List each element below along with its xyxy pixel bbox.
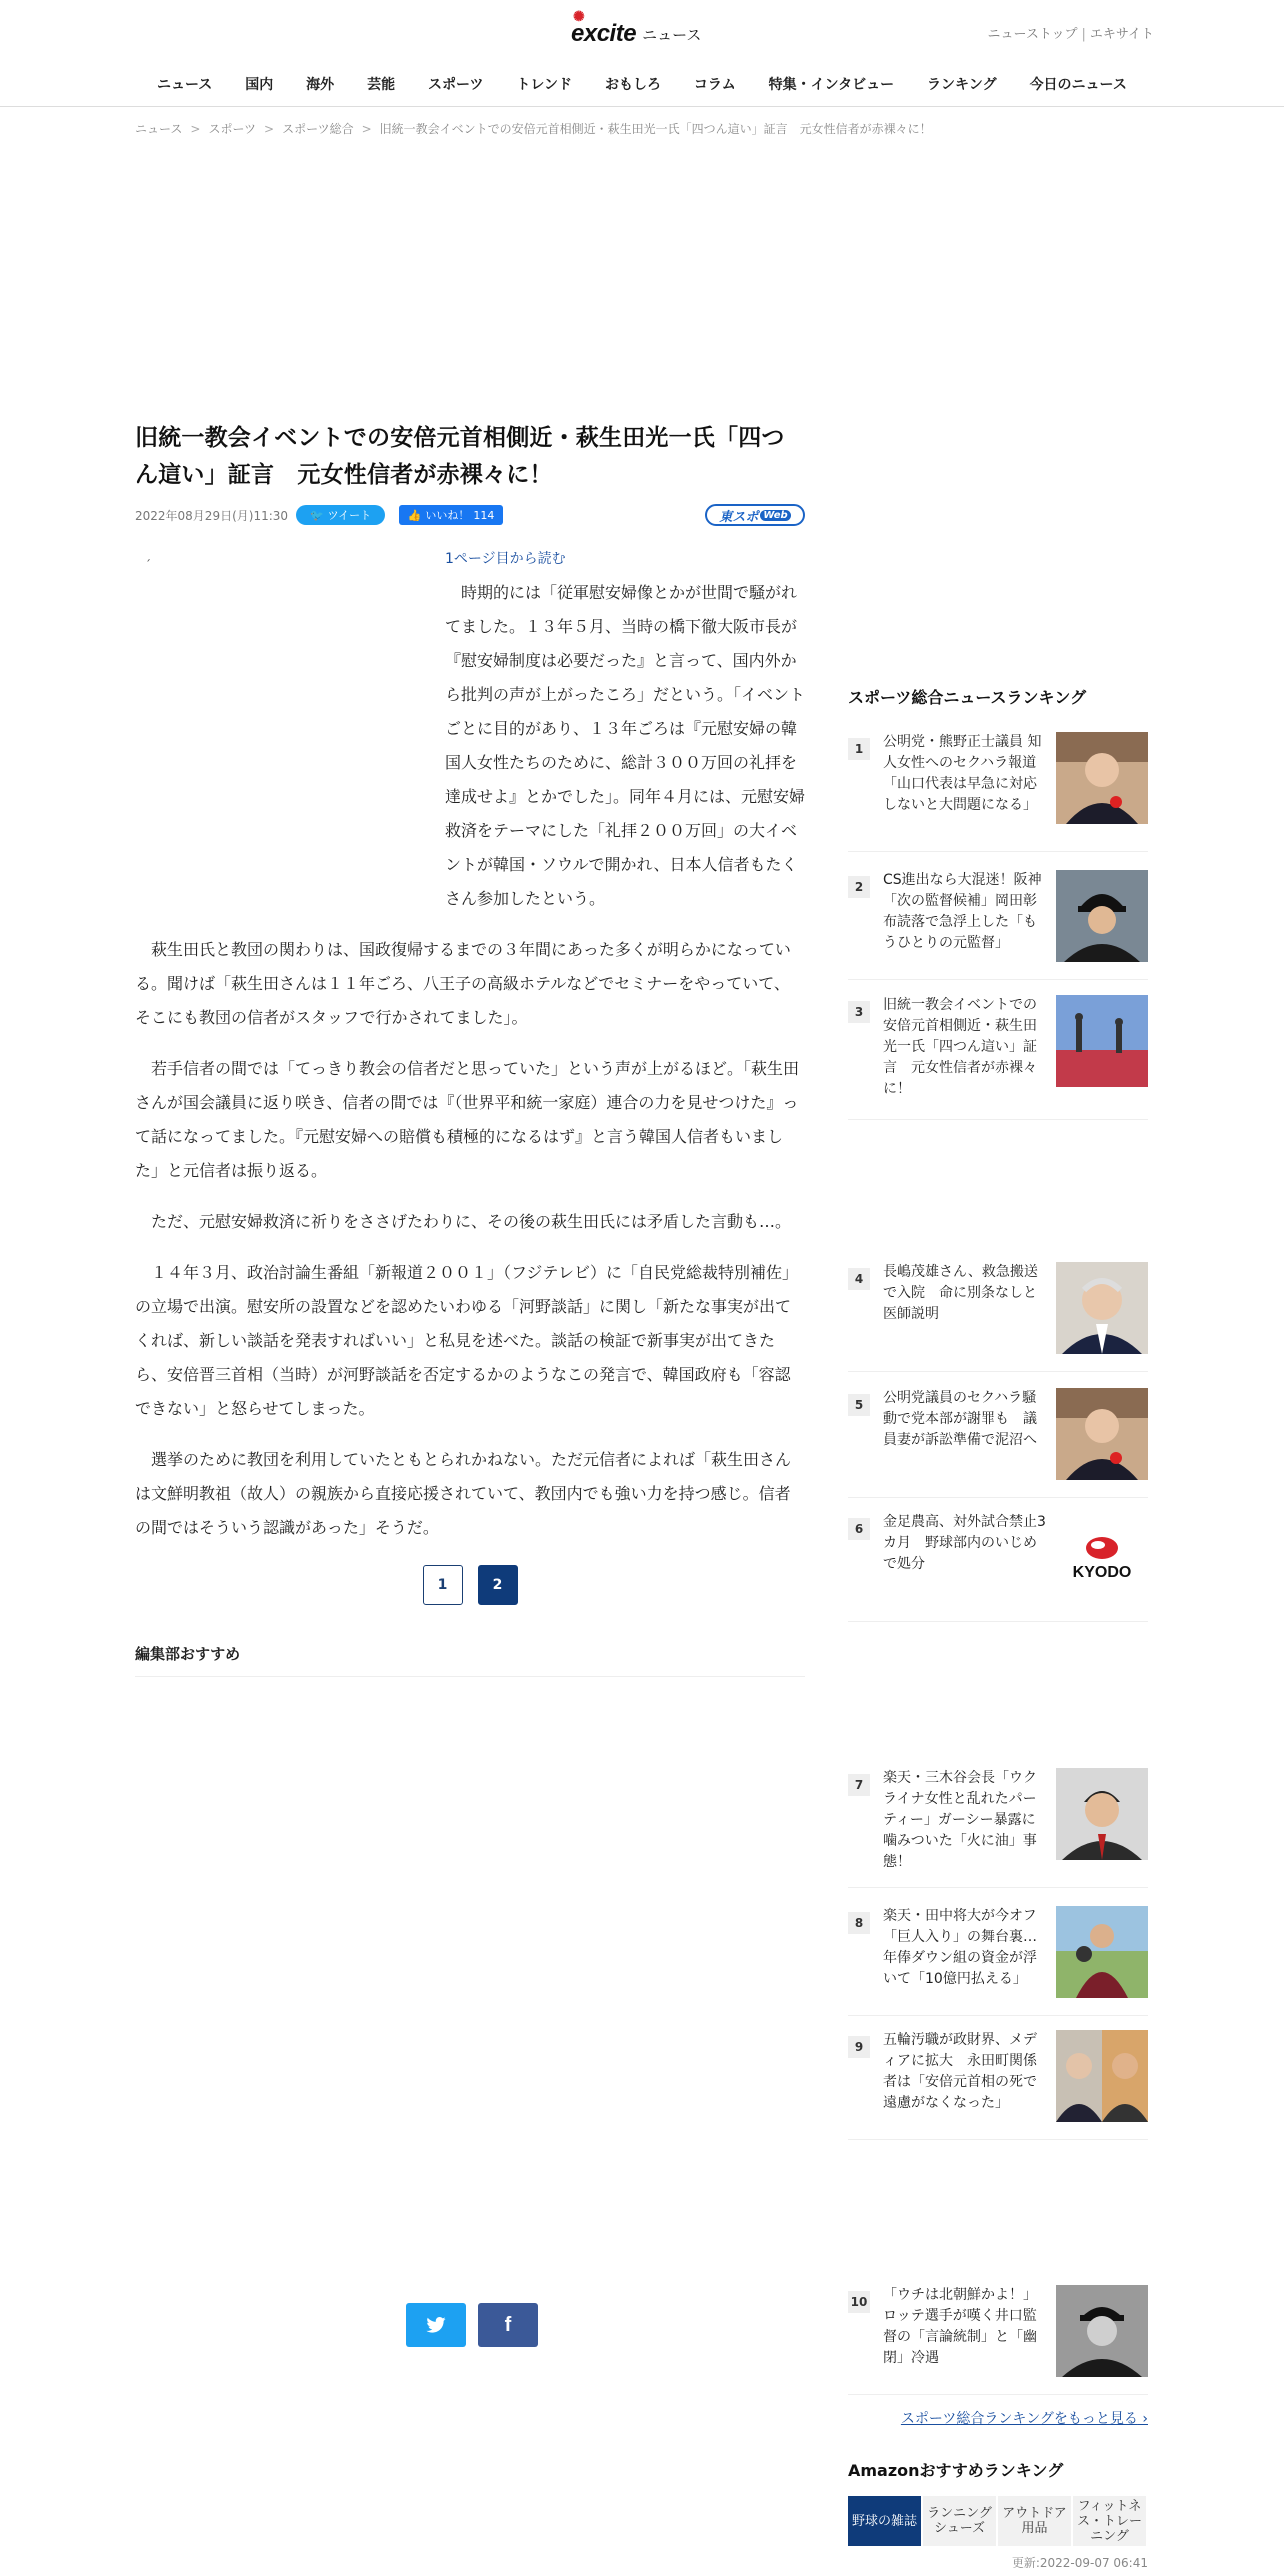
ranking-item[interactable]	[848, 1262, 1148, 1372]
breadcrumb-sep: >	[361, 122, 372, 136]
page-2-button[interactable]: 2	[478, 1565, 518, 1605]
nav-ranking[interactable]: ランキング	[927, 77, 997, 93]
ranking-item[interactable]	[848, 1512, 1148, 1622]
logo-text: excite	[571, 20, 637, 47]
ranking-item[interactable]	[848, 870, 1148, 980]
article-paragraph: ただ、元慰安婦救済に祈りをささげたわりに、その後の萩生田氏には矛盾した言動も…。	[151, 1212, 792, 1231]
pagination	[135, 1565, 805, 1605]
ranking-item[interactable]	[848, 732, 1148, 852]
breadcrumb	[135, 120, 935, 137]
amazon-ranking-title: Amazonおすすめランキング	[848, 2461, 1064, 2480]
nav-domestic[interactable]: 国内	[245, 77, 274, 93]
logo-burst-icon: ✺	[573, 8, 585, 24]
site-logo[interactable]	[571, 8, 702, 48]
rank-thumbnail	[1056, 1388, 1148, 1480]
like-button[interactable]	[399, 505, 503, 525]
ranking-item[interactable]	[848, 1768, 1148, 1888]
nav-news[interactable]: ニュース	[157, 77, 213, 93]
rank-headline: 楽天・三木谷会長「ウクライナ女性と乱れたパーティー」ガーシー暴露に噛みついた「火に油」事態！	[883, 1770, 1037, 1870]
nav-column[interactable]: コラム	[693, 77, 736, 93]
twitter-icon	[426, 2317, 446, 2333]
rank-number: 6	[848, 1518, 870, 1540]
article-title: 旧統一教会イベントでの安倍元首相側近・萩生田光一氏「四つん這い」証言 元女性信者が赤裸々に！	[135, 425, 785, 488]
ranking-more-label: スポーツ総合ランキングをもっと見る	[900, 2411, 1138, 2427]
rank-headline: 五輪汚職が政財界、メディアに拡大 永田町関係者は「安倍元首相の死で遠慮がなくなった」	[883, 2032, 1037, 2111]
tweet-label: ツイート	[327, 509, 372, 522]
read-from-page-1-link[interactable]: 1ページ目から読む	[445, 551, 566, 567]
editor-recommend-heading: 編集部おすすめ	[135, 1643, 805, 1677]
breadcrumb-sep: >	[264, 122, 275, 136]
rank-number: 10	[848, 2291, 870, 2313]
tospo-web-logo[interactable]	[705, 504, 805, 526]
logo-excite	[571, 8, 637, 48]
article-paragraph: １４年３月、政治討論生番組「新報道２００１」（フジテレビ）に「自民党総裁特別補佐」の立場で出演。慰安所の設置などを認めたいわゆる「河野談話」に関し「新たな事実が出てくれば、新しい談話を発表すればいい」と私見を述べた。談話の検証で新事実が出てきたら、安倍晋三首相（当時）が河野談話を否定するかのようなこの発言で、韓国政府も「容認できない」と怒らせてしまった。	[135, 1263, 799, 1418]
main-nav	[0, 62, 1284, 107]
rank-headline: 「ウチは北朝鮮かよ！」ロッテ選手が嘆く井口監督の「言論統制」と「幽閉」冷遇	[883, 2287, 1037, 2366]
site-header	[0, 0, 1284, 62]
rank-thumbnail	[1056, 2030, 1148, 2122]
tweet-button[interactable]	[296, 505, 385, 525]
photo-mark: ˊ	[145, 558, 151, 572]
ranking-item[interactable]	[848, 1906, 1148, 2016]
like-count: 114	[473, 508, 495, 522]
top-links	[988, 23, 1154, 42]
nav-sports[interactable]: スポーツ	[428, 77, 484, 93]
ranking-item[interactable]	[848, 2285, 1148, 2395]
article-paragraph: 萩生田氏と教団の関わりは、国政復帰するまでの３年間にあった多くが明らかになっている。聞けば「萩生田さんは１１年ごろ、八王子の高級ホテルなどでセミナーをやっていて、そこにも教団の信者がスタッフで行かされてました」。	[135, 940, 791, 1027]
chevron-right-icon: ›	[1137, 2411, 1148, 2427]
breadcrumb-sports[interactable]: スポーツ	[208, 122, 256, 136]
article-paragraph: 選挙のために教団を利用していたともとられかねない。ただ元信者によれば「萩生田さんは文鮮明教祖（故人）の親族から直接応援されていて、教団内でも強い力を持つ感じ。信者の間ではそういう認識があった」そうだ。	[135, 1450, 792, 1537]
like-label: いいね！	[425, 509, 470, 522]
rank-thumbnail	[1056, 1906, 1148, 1998]
ranking-item[interactable]	[848, 995, 1148, 1120]
rank-thumbnail	[1056, 995, 1148, 1087]
twitter-bird-icon: 🐦	[309, 508, 324, 522]
nav-trend[interactable]: トレンド	[516, 77, 573, 93]
rank-headline: 公明党議員のセクハラ騒動で党本部が謝罪も 議員妻が訴訟準備で泥沼へ	[883, 1390, 1037, 1448]
rank-number: 5	[848, 1394, 870, 1416]
rank-thumbnail	[1056, 732, 1148, 824]
amazon-tabs	[848, 2496, 1148, 2546]
rank-number: 3	[848, 1001, 870, 1023]
facebook-icon: f	[504, 2313, 512, 2336]
breadcrumb-sports-general[interactable]: スポーツ総合	[282, 122, 354, 136]
rank-headline: 長嶋茂雄さん、救急搬送で入院 命に別条なしと医師説明	[883, 1264, 1038, 1322]
breadcrumb-news[interactable]: ニュース	[135, 122, 183, 136]
article	[135, 420, 805, 1677]
rank-thumbnail	[1056, 870, 1148, 962]
rank-headline: 金足農高、対外試合禁止3カ月 野球部内のいじめで処分	[883, 1514, 1046, 1572]
page-1-button[interactable]: 1	[423, 1565, 463, 1605]
nav-world[interactable]: 海外	[306, 77, 335, 93]
article-paragraph: 時期的には「従軍慰安婦像とかが世間で騒がれてました。１３年５月、当時の橋下徹大阪市長が『慰安婦制度は必要だった』と言って、国内外から批判の声が上がったころ」だという。「イベントごとに目的があり、１３年ごろは『元慰安婦の韓国人女性たちのために、総計３００万回の礼拝を達成せよ』とかでした」。同年４月には、元慰安婦救済をテーマにした「礼拝２００万回」の大イベントが韓国・ソウルで開かれ、日本人信者もたくさん参加したという。	[445, 583, 806, 908]
rank-number: 4	[848, 1268, 870, 1290]
tab-baseball-magazine[interactable]: 野球の雑誌	[848, 2496, 923, 2546]
sports-ranking-title: スポーツ総合ニュースランキング	[848, 688, 1087, 707]
nav-features[interactable]: 特集・インタビュー	[768, 77, 895, 93]
article-body	[135, 548, 805, 1605]
article-photo	[135, 548, 445, 928]
rank-headline: CS進出なら大混迷！阪神「次の監督候補」岡田彰布読落で急浮上した「もうひとりの元監督」	[883, 872, 1042, 951]
tab-running-shoes[interactable]: ランニングシューズ	[923, 2496, 998, 2546]
kyodo-label: KYODO	[1072, 1564, 1132, 1581]
article-paragraph: 若手信者の間では「てっきり教会の信者だと思っていた」という声が上がるほど。「萩生田さんが国会議員に返り咲き、信者の間では『（世界平和統一家庭）連合の力を見せつけた』って話になってました。『元慰安婦への賠償も積極的になるはず』と言う韓国人信者もいました」と元信者は振り返る。	[135, 1059, 800, 1180]
nav-funny[interactable]: おもしろ	[604, 77, 661, 93]
article-date: 2022年08月29日(月)11:30	[135, 508, 289, 523]
source-logo-text: 東スポ	[719, 509, 759, 525]
breadcrumb-sep: >	[190, 122, 201, 136]
rank-number: 7	[848, 1774, 870, 1796]
ranking-item[interactable]	[848, 2030, 1148, 2140]
rank-thumbnail	[1056, 1262, 1148, 1354]
rank-headline: 楽天・田中将大が今オフ「巨人入り」の舞台裏…年俸ダウン組の資金が浮いて「10億円払える」	[883, 1908, 1037, 1987]
tab-fitness[interactable]: フィットネス・トレーニング	[1073, 2496, 1148, 2546]
breadcrumb-current: 旧統一教会イベントでの安倍元首相側近・萩生田光一氏「四つん這い」証言 元女性信者が赤裸々に！	[379, 122, 932, 136]
nav-entertainment[interactable]: 芸能	[367, 77, 396, 93]
share-buttons	[406, 2303, 538, 2347]
news-top-link[interactable]: ニューストップ	[987, 27, 1078, 42]
rank-number: 1	[848, 738, 870, 760]
rank-number: 9	[848, 2036, 870, 2058]
kyodo-logo	[1056, 1512, 1148, 1604]
article-meta	[135, 502, 805, 528]
rank-headline: 旧統一教会イベントでの安倍元首相側近・萩生田光一氏「四つん這い」証言 元女性信者が赤裸々に！	[883, 997, 1037, 1097]
rank-number: 2	[848, 876, 870, 898]
rank-thumbnail	[1056, 2285, 1148, 2377]
rank-headline: 公明党・熊野正士議員 知人女性へのセクハラ報道「山口代表は早急に対応しないと大問題になる」	[883, 734, 1042, 813]
link-separator: |	[1081, 27, 1086, 42]
excite-link[interactable]: エキサイト	[1089, 27, 1154, 42]
rank-thumbnail	[1056, 1768, 1148, 1860]
ranking-item[interactable]	[848, 1388, 1148, 1498]
nav-today[interactable]: 今日のニュース	[1029, 77, 1127, 93]
tab-outdoor[interactable]: アウトドア用品	[998, 2496, 1073, 2546]
source-web-badge: Web	[760, 510, 790, 521]
thumbs-up-icon: 👍	[407, 508, 422, 522]
rank-number: 8	[848, 1912, 870, 1934]
ranking-more-link[interactable]	[901, 2408, 1148, 2428]
share-facebook-button[interactable]	[478, 2303, 538, 2347]
share-twitter-button[interactable]	[406, 2303, 466, 2347]
logo-sub: ニュース	[642, 26, 702, 44]
updated-timestamp: 更新:2022-09-07 06:41	[1011, 2556, 1148, 2568]
